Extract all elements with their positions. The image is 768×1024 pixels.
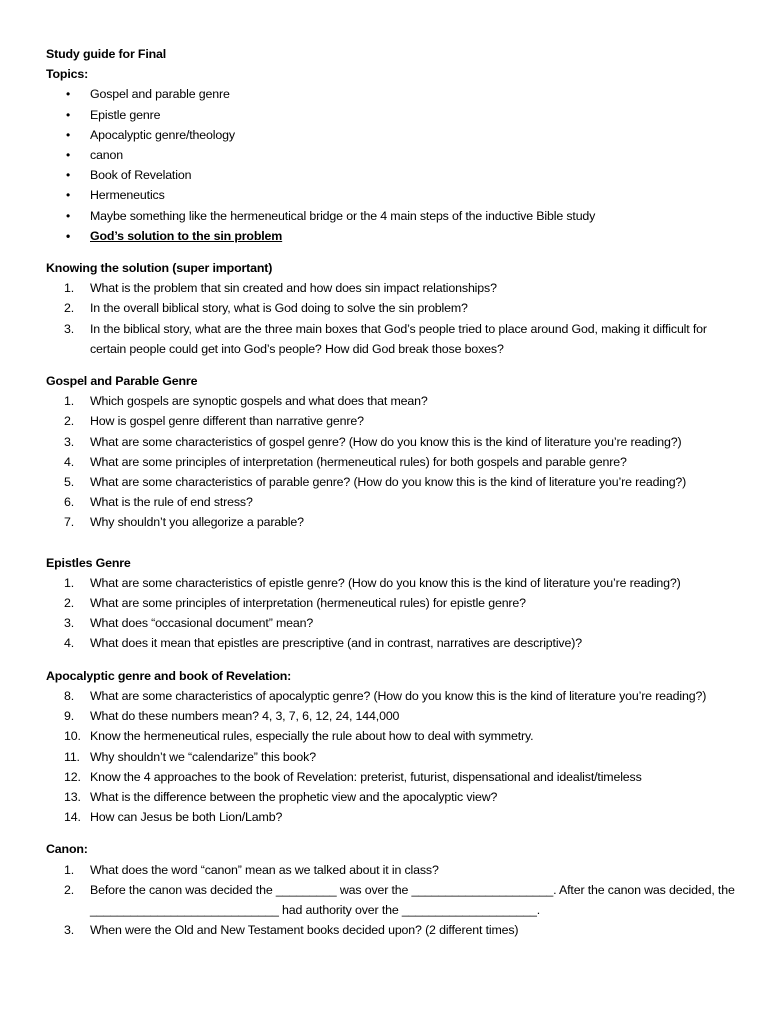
list-item [46,747,736,767]
section-heading-gospel: Gospel and Parable Genre [46,374,198,389]
list-item [46,726,736,746]
list-item [46,633,736,653]
list-item [46,432,736,452]
question-text: How is gospel genre different than narrative genre? [90,414,364,429]
item-number: 1. [64,281,75,296]
item-number: 3. [64,321,75,336]
item-number: 3. [64,923,75,938]
question-text: What are some characteristics of gospel genre? (How do you know this is the kind of literature you’re reading?) [90,434,682,449]
question-text: What are some principles of interpretation (hermeneutical rules) for epistle genre? [90,596,526,611]
spacer [46,246,736,258]
section-heading-epistles: Epistles Genre [46,555,131,570]
bullet-icon: • [66,168,71,183]
item-number: 13. [64,789,81,804]
question-text: What does “occasional document” mean? [90,616,314,631]
item-number: 9. [64,709,75,724]
canon-questions [46,860,736,941]
list-item [46,706,736,726]
list-item [46,593,736,613]
section-heading-solution: Knowing the solution (super important) [46,261,273,276]
solution-questions [46,278,736,359]
question-text: Know the 4 approaches to the book of Revelation: preterist, futurist, dispensational and idealist/timeless [90,769,642,784]
list-item [46,226,736,246]
question-text: How can Jesus be both Lion/Lamb? [90,810,283,825]
list-item [46,880,736,920]
item-number: 2. [64,414,75,429]
topics-list [46,84,736,246]
list-item [46,125,736,145]
study-guide-document [46,44,736,940]
question-text: When were the Old and New Testament books decided upon? (2 different times) [90,923,519,938]
epistles-questions [46,573,736,654]
topic-text: Hermeneutics [90,188,165,203]
question-text: In the overall biblical story, what is God doing to solve the sin problem? [90,301,468,316]
list-item [46,860,736,880]
list-item [46,298,736,318]
item-number: 12. [64,769,81,784]
question-text: What does the word “canon” mean as we talked about it in class? [90,862,439,877]
list-item [46,787,736,807]
bullet-icon: • [66,107,71,122]
apocalyptic-questions [46,686,736,827]
list-item [46,472,736,492]
question-text: What is the difference between the prophetic view and the apocalyptic view? [90,789,498,804]
topic-text-emphasized: God’s solution to the sin problem [90,228,283,243]
list-item [46,185,736,205]
item-number: 14. [64,810,81,825]
item-number: 7. [64,515,75,530]
item-number: 6. [64,495,75,510]
item-number: 1. [64,862,75,877]
item-number: 1. [64,575,75,590]
topic-text: Maybe something like the hermeneutical bridge or the 4 main steps of the inductive Bible study [90,208,596,223]
document-title: Study guide for Final [46,47,167,61]
list-item [46,206,736,226]
gospel-questions [46,391,736,532]
bullet-icon: • [66,148,71,163]
topic-text: canon [90,148,124,163]
section-heading-apocalyptic: Apocalyptic genre and book of Revelation: [46,668,292,683]
bullet-icon: • [66,127,71,142]
item-number: 11. [64,749,80,764]
item-number: 2. [64,301,75,316]
question-text: Why shouldn’t we “calendarize” this book? [90,749,316,764]
question-text: What do these numbers mean? 4, 3, 7, 6, 12, 24, 144,000 [90,709,400,724]
item-number: 5. [64,475,75,490]
question-text: Know the hermeneutical rules, especially the rule about how to deal with symmetry. [90,729,534,744]
spacer [46,827,736,839]
item-number: 4. [64,636,75,651]
question-text: What are some characteristics of apocalyptic genre? (How do you know this is the kind of literature you’re reading?) [90,688,707,703]
question-text: What are some characteristics of parable genre? (How do you know this is the kind of literature you’re reading?) [90,475,687,490]
item-number: 2. [64,596,75,611]
list-item [46,319,736,359]
list-item [46,573,736,593]
topic-text: Book of Revelation [90,168,192,183]
list-item [46,165,736,185]
list-item [46,278,736,298]
spacer [46,359,736,371]
list-item [46,84,736,104]
question-text: What does it mean that epistles are prescriptive (and in contrast, narratives are descriptive)? [90,636,582,651]
question-text: What are some principles of interpretation (hermeneutical rules) for both gospels and parable genre? [90,454,627,469]
list-item [46,807,736,827]
item-number: 1. [64,394,75,409]
list-item [46,920,736,940]
question-text: Which gospels are synoptic gospels and what does that mean? [90,394,428,409]
topic-text: Apocalyptic genre/theology [90,127,235,142]
spacer [46,533,736,553]
topic-text: Gospel and parable genre [90,87,230,102]
list-item [46,492,736,512]
spacer [46,654,736,666]
topics-label: Topics: [46,67,89,82]
bullet-icon: • [66,228,71,243]
list-item [46,767,736,787]
question-text: What is the rule of end stress? [90,495,253,510]
list-item [46,686,736,706]
question-text: What are some characteristics of epistle genre? (How do you know this is the kind of literature you’re reading?) [90,575,681,590]
list-item [46,145,736,165]
list-item [46,391,736,411]
bullet-icon: • [66,208,71,223]
item-number: 10. [64,729,81,744]
list-item [46,512,736,532]
item-number: 4. [64,454,75,469]
question-text: Why shouldn’t you allegorize a parable? [90,515,304,530]
list-item [46,613,736,633]
bullet-icon: • [66,188,71,203]
list-item [46,452,736,472]
item-number: 8. [64,688,75,703]
question-text: What is the problem that sin created and how does sin impact relationships? [90,281,497,296]
topic-text: Epistle genre [90,107,161,122]
question-text: In the biblical story, what are the three main boxes that God’s people tried to place around God, making it difficult for certain people could get into God’s people? How did God break those boxes? [90,321,707,356]
bullet-icon: • [66,87,71,102]
list-item [46,411,736,431]
item-number: 3. [64,434,75,449]
question-text: Before the canon was decided the _________ was over the _____________________. After the canon was decided, the ____________________________ had authority over the ____________________. [90,882,735,917]
list-item [46,105,736,125]
item-number: 3. [64,616,75,631]
section-heading-canon: Canon: [46,842,88,857]
item-number: 2. [64,882,75,897]
